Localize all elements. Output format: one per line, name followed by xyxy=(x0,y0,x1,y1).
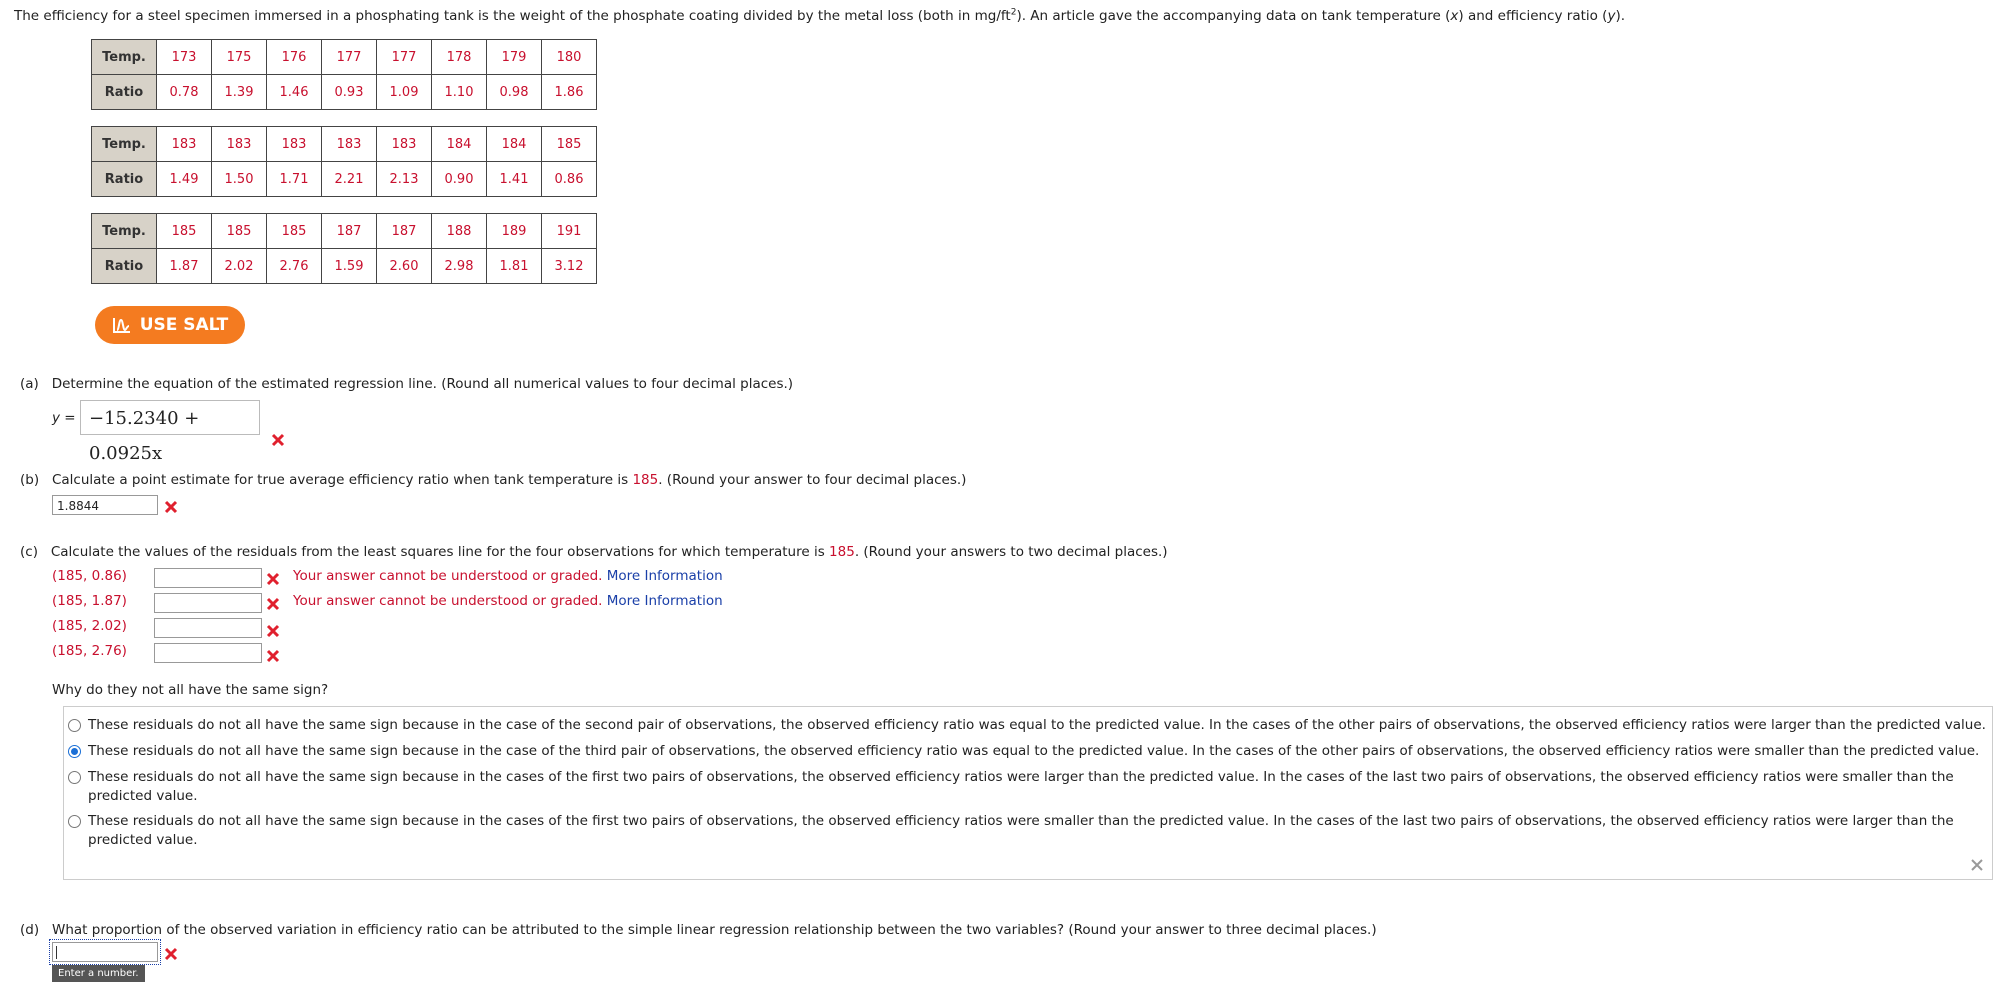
residual-point-label: (185, 0.86) xyxy=(52,568,127,584)
more-information-link[interactable]: More Information xyxy=(606,593,723,609)
ratio-cell: 1.50 xyxy=(212,162,267,197)
intro-text-4: ). xyxy=(1615,8,1626,24)
temp-cell: 184 xyxy=(487,127,542,162)
problem-intro xyxy=(14,6,1625,26)
salt-chart-icon xyxy=(112,316,132,334)
ratio-row xyxy=(92,75,597,110)
ratio-header: Ratio xyxy=(92,249,157,284)
residual-point-label: (185, 1.87) xyxy=(52,593,127,609)
temp-header: Temp. xyxy=(92,40,157,75)
ratio-cell: 0.98 xyxy=(487,75,542,110)
temp-cell: 185 xyxy=(212,214,267,249)
ratio-cell: 2.76 xyxy=(267,249,322,284)
x-mark-icon xyxy=(266,649,280,667)
intro-var-x: x xyxy=(1450,8,1459,24)
x-mark-icon xyxy=(271,433,285,451)
ratio-cell: 0.93 xyxy=(322,75,377,110)
temp-cell: 178 xyxy=(432,40,487,75)
temp-cell: 183 xyxy=(377,127,432,162)
error-message xyxy=(293,593,723,609)
ratio-cell: 2.21 xyxy=(322,162,377,197)
use-salt-button[interactable] xyxy=(95,306,245,344)
choice-option-2[interactable] xyxy=(68,742,1988,761)
ratio-cell: 1.10 xyxy=(432,75,487,110)
data-table-2 xyxy=(91,126,597,197)
part-d-text: What proportion of the observed variation in efficiency ratio can be attributed to the simple linear regression relationship between the two variables? (Round your answer to three decimal places.) xyxy=(51,922,1377,938)
temp-cell: 179 xyxy=(487,40,542,75)
x-mark-icon xyxy=(266,624,280,642)
point-estimate-input[interactable] xyxy=(52,495,158,515)
temp-header: Temp. xyxy=(92,214,157,249)
part-d-question xyxy=(20,920,1377,940)
intro-text-3: ) and efficiency ratio ( xyxy=(1458,8,1608,24)
temp-cell: 173 xyxy=(157,40,212,75)
ratio-row xyxy=(92,249,597,284)
error-text: Your answer cannot be understood or graded. xyxy=(293,593,603,609)
part-c-label: (c) xyxy=(20,544,38,560)
intro-superscript: 2 xyxy=(1010,7,1017,18)
temp-row xyxy=(92,40,597,75)
ratio-cell: 1.46 xyxy=(267,75,322,110)
part-b-label: (b) xyxy=(20,472,40,488)
part-c-text-1: Calculate the values of the residuals from the least squares line for the four observations for which temperature is xyxy=(50,544,830,560)
data-table-3 xyxy=(91,213,597,284)
residual-point-label: (185, 2.02) xyxy=(52,618,127,634)
radio-button[interactable] xyxy=(68,771,81,784)
regression-equation-field[interactable] xyxy=(80,400,260,464)
residual-input[interactable] xyxy=(154,593,262,613)
temp-cell: 180 xyxy=(542,40,597,75)
ratio-cell: 1.86 xyxy=(542,75,597,110)
ratio-cell: 0.90 xyxy=(432,162,487,197)
choice-text: These residuals do not all have the same sign because in the case of the second pair of observations, the observed efficiency ratio was equal to the predicted value. In the cases of the other pairs of observations, the observed efficiency ratios were larger than the predicted value. xyxy=(88,717,1986,733)
choice-option-4[interactable] xyxy=(68,812,1988,850)
part-d-label: (d) xyxy=(20,922,40,938)
temp-header: Temp. xyxy=(92,127,157,162)
more-information-link[interactable]: More Information xyxy=(606,568,723,584)
ratio-cell: 2.60 xyxy=(377,249,432,284)
ratio-cell: 1.49 xyxy=(157,162,212,197)
ratio-cell: 3.12 xyxy=(542,249,597,284)
ratio-cell: 1.81 xyxy=(487,249,542,284)
part-a-text: Determine the equation of the estimated regression line. (Round all numerical values to four decimal places.) xyxy=(51,376,794,392)
part-a-question xyxy=(20,374,793,394)
ratio-cell: 1.71 xyxy=(267,162,322,197)
same-sign-question: Why do they not all have the same sign? xyxy=(52,682,329,698)
temp-cell: 187 xyxy=(377,214,432,249)
part-a-label: (a) xyxy=(20,376,39,392)
residual-input[interactable] xyxy=(154,568,262,588)
temp-cell: 185 xyxy=(542,127,597,162)
x-mark-icon xyxy=(266,572,280,590)
temp-cell: 187 xyxy=(322,214,377,249)
temp-cell: 188 xyxy=(432,214,487,249)
choice-text: These residuals do not all have the same sign because in the case of the third pair of observations, the observed efficiency ratio was equal to the predicted value. In the cases of the other pairs of observations, the observed efficiency ratios were smaller than the predicted value. xyxy=(88,743,1980,759)
ratio-cell: 1.59 xyxy=(322,249,377,284)
intro-var-y: y xyxy=(1607,8,1616,24)
part-b-temperature: 185 xyxy=(632,472,659,488)
part-b-text-2: . (Round your answer to four decimal places.) xyxy=(658,472,967,488)
data-table-1 xyxy=(91,39,597,110)
part-c-question xyxy=(20,542,1168,562)
regression-equation-value: −15.2340 + 0.0925x xyxy=(89,408,200,464)
temp-cell: 177 xyxy=(322,40,377,75)
ratio-header: Ratio xyxy=(92,75,157,110)
ratio-cell: 1.39 xyxy=(212,75,267,110)
radio-button[interactable] xyxy=(68,719,81,732)
point-estimate-value: 1.8844 xyxy=(57,499,99,513)
ratio-row xyxy=(92,162,597,197)
temp-cell: 177 xyxy=(377,40,432,75)
part-b-question xyxy=(20,470,966,490)
choice-text: These residuals do not all have the same sign because in the cases of the first two pairs of observations, the observed efficiency ratios were smaller than the predicted value. In the cases of the last two pairs of observations, the observed efficiency ratios were larger than the predicted value. xyxy=(88,813,1954,848)
radio-button[interactable] xyxy=(68,815,81,828)
temp-cell: 185 xyxy=(267,214,322,249)
error-message xyxy=(293,568,723,584)
part-c-text-2: . (Round your answers to two decimal places.) xyxy=(854,544,1168,560)
choice-option-1[interactable] xyxy=(68,716,1988,735)
choice-text: These residuals do not all have the same sign because in the cases of the first two pairs of observations, the observed efficiency ratios were larger than the predicted value. In the cases of the last two pairs of observations, the observed efficiency ratios were smaller than the predicted value. xyxy=(88,769,1954,804)
ratio-cell: 1.09 xyxy=(377,75,432,110)
radio-button-selected[interactable] xyxy=(68,745,81,758)
ratio-cell: 2.13 xyxy=(377,162,432,197)
residual-point-label: (185, 2.76) xyxy=(52,643,127,659)
intro-text-2: ). An article gave the accompanying data on tank temperature ( xyxy=(1016,8,1451,24)
x-mark-icon xyxy=(266,597,280,615)
temp-cell: 183 xyxy=(212,127,267,162)
choice-option-3[interactable] xyxy=(68,768,1988,806)
close-icon[interactable] xyxy=(1970,857,1984,876)
residual-input[interactable] xyxy=(154,618,262,638)
temp-cell: 185 xyxy=(157,214,212,249)
temp-cell: 184 xyxy=(432,127,487,162)
ratio-cell: 2.98 xyxy=(432,249,487,284)
temp-cell: 176 xyxy=(267,40,322,75)
ratio-cell: 0.78 xyxy=(157,75,212,110)
intro-text-1: The efficiency for a steel specimen immersed in a phosphating tank is the weight of the phosphate coating divided by the metal loss (both in mg/ft xyxy=(14,8,1011,24)
temp-row xyxy=(92,214,597,249)
ratio-cell: 1.87 xyxy=(157,249,212,284)
input-hint-tooltip: Enter a number. xyxy=(52,965,145,982)
ratio-cell: 2.02 xyxy=(212,249,267,284)
proportion-input[interactable] xyxy=(52,942,158,962)
temp-cell: 189 xyxy=(487,214,542,249)
temp-cell: 183 xyxy=(322,127,377,162)
temp-row xyxy=(92,127,597,162)
x-mark-icon xyxy=(164,500,178,518)
residual-input[interactable] xyxy=(154,643,262,663)
temp-cell: 191 xyxy=(542,214,597,249)
ratio-header: Ratio xyxy=(92,162,157,197)
use-salt-label: USE SALT xyxy=(139,315,229,335)
error-text: Your answer cannot be understood or graded. xyxy=(293,568,603,584)
temp-cell: 183 xyxy=(267,127,322,162)
part-c-temperature: 185 xyxy=(829,544,855,560)
ratio-cell: 0.86 xyxy=(542,162,597,197)
ratio-cell: 1.41 xyxy=(487,162,542,197)
text-caret xyxy=(56,946,57,959)
y-equals-label: y = xyxy=(52,410,76,426)
temp-cell: 183 xyxy=(157,127,212,162)
part-b-text-1: Calculate a point estimate for true average efficiency ratio when tank temperature is xyxy=(51,472,633,488)
temp-cell: 175 xyxy=(212,40,267,75)
x-mark-icon xyxy=(164,947,178,965)
